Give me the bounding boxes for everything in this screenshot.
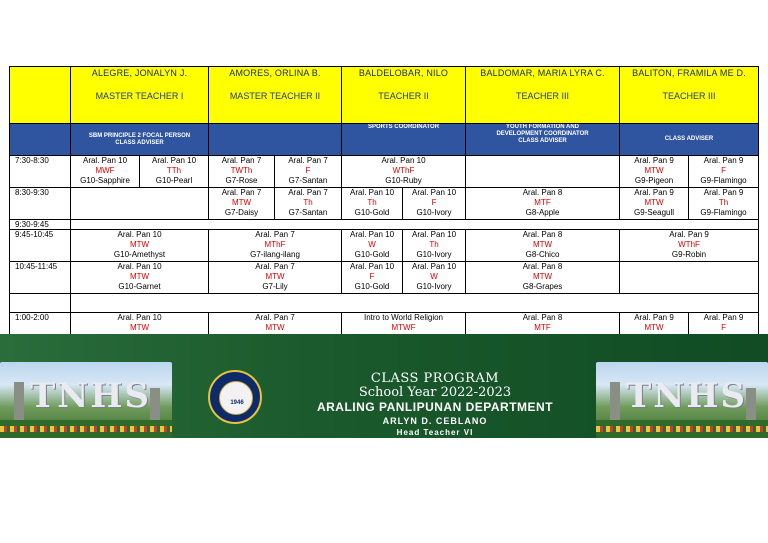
subject: Aral. Pan 10 (349, 230, 395, 239)
class-cell (275, 188, 342, 220)
class-cell (403, 262, 466, 294)
class-cell (140, 156, 209, 188)
section: G10-Ivory (416, 282, 452, 291)
school-initials: TNHS (626, 376, 748, 416)
class-cell (71, 156, 140, 188)
school-initials: TNHS (30, 376, 152, 416)
teacher-name: BALITON, FRAMILA ME D. (632, 68, 746, 78)
time-header-cell (10, 67, 71, 124)
teacher-name: AMORES, ORLINA B. (229, 68, 321, 78)
banner-school-year: School Year 2022-2023 (358, 385, 512, 400)
time-cell: 9:30-9:45 (10, 220, 71, 230)
teacher-role: SPORTS COORDINATOR (342, 124, 466, 156)
class-cell (403, 230, 466, 262)
lunch-cell (71, 294, 759, 313)
empty-cell (620, 262, 759, 294)
teacher-role: SBM PRINCIPLE 2 FOCAL PERSON CLASS ADVISER (71, 124, 209, 156)
section: G10-Ivory (416, 250, 452, 259)
teacher-header-row (10, 67, 759, 124)
schedule-row (10, 262, 759, 294)
section: G10-Amethyst (113, 250, 166, 259)
subject: Aral. Pan 10 (411, 230, 457, 239)
days: W (368, 240, 376, 249)
role-row (10, 124, 759, 156)
subject: Aral. Pan 10 (117, 262, 162, 271)
subject: Aral. Pan 8 (522, 262, 563, 271)
days: MTW (265, 323, 285, 332)
schedule-row (10, 230, 759, 262)
teacher-header-2 (209, 67, 342, 124)
days: MWF (95, 166, 115, 175)
teacher-position: TEACHER III (516, 91, 570, 101)
days: WThF (678, 240, 700, 249)
flowers (596, 426, 768, 432)
section: G9-Flamingo (700, 208, 747, 217)
subject: Aral. Pan 8 (522, 188, 563, 197)
schedule-row (10, 188, 759, 220)
class-cell (620, 156, 689, 188)
section: G7-Santan (288, 208, 328, 217)
class-cell (620, 230, 759, 262)
section: G8-Chico (525, 250, 560, 259)
days: TTh (166, 166, 182, 175)
schedule-row (10, 156, 759, 188)
subject: Aral. Pan 9 (634, 188, 674, 197)
time-cell: 8:30-9:30 (10, 188, 71, 220)
seal-center (219, 381, 253, 415)
class-cell (342, 156, 466, 188)
subject: Aral. Pan 10 (411, 188, 457, 197)
subject: Aral. Pan 7 (255, 313, 295, 322)
section: G7-ilang-ilang (250, 250, 300, 259)
time-cell: 10:45-11:45 (10, 262, 71, 294)
days: MTW (265, 272, 285, 281)
subject: Aral. Pan 10 (151, 156, 197, 165)
section: G7-Rose (225, 176, 258, 185)
class-cell (209, 230, 342, 262)
class-cell (342, 188, 403, 220)
section: G8-Grapes (522, 282, 563, 291)
head-teacher-name: ARLYN D. CEBLANO (382, 416, 488, 426)
days: F (369, 272, 375, 281)
school-photo-left (0, 362, 172, 438)
days: MTWF (391, 323, 416, 332)
days: MTW (532, 272, 553, 281)
teacher-header-4 (466, 67, 620, 124)
class-cell (209, 262, 342, 294)
subject: Aral. Pan 10 (381, 156, 426, 165)
subject: Aral. Pan 10 (349, 262, 395, 271)
section: G10-Ruby (385, 176, 422, 185)
break-cell (71, 220, 759, 230)
class-cell (71, 230, 209, 262)
head-teacher-role: Head Teacher VI (396, 428, 474, 437)
section: G10-Gold (354, 250, 390, 259)
days: MTW (644, 198, 664, 207)
subject: Aral. Pan 7 (221, 156, 262, 165)
section: G7-Santan (288, 176, 328, 185)
section: G9-Pigeon (634, 176, 674, 185)
class-cell (466, 188, 620, 220)
teacher-header-3 (342, 67, 466, 124)
teacher-position: TEACHER III (662, 91, 716, 101)
section: G7-Daisy (224, 208, 259, 217)
section: G8-Apple (525, 208, 560, 217)
teacher-position: MASTER TEACHER II (229, 91, 321, 101)
time-cell: 7:30-8:30 (10, 156, 71, 188)
section: G10-Gold (354, 282, 390, 291)
days: F (721, 166, 726, 175)
class-cell (403, 188, 466, 220)
teacher-position: TEACHER II (378, 91, 429, 101)
school-seal-icon (208, 370, 262, 424)
subject: Aral. Pan 9 (634, 156, 674, 165)
teacher-role: CLASS ADVISER (620, 124, 759, 156)
teacher-header-1 (71, 67, 209, 124)
class-cell (209, 188, 275, 220)
subject: Aral. Pan 10 (117, 230, 162, 239)
days: Th (429, 240, 439, 249)
subject: Aral. Pan 9 (634, 313, 674, 322)
teacher-name: BALDELOBAR, NILO (358, 68, 449, 78)
section: G10-Gold (354, 208, 390, 217)
subject: Aral. Pan 10 (349, 188, 395, 197)
class-cell (466, 262, 620, 294)
days: Th (303, 198, 313, 207)
section: G10-Pearl (155, 176, 193, 185)
days: MTF (534, 323, 551, 332)
days: F (305, 166, 311, 175)
lunch-row (10, 294, 759, 313)
empty-cell (71, 188, 209, 220)
days: MTW (532, 240, 553, 249)
subject: Aral. Pan 7 (255, 262, 295, 271)
time-cell: 1:00-2:00 (10, 313, 71, 345)
days: WThF (392, 166, 415, 175)
days: Th (718, 198, 729, 207)
days: F (721, 323, 726, 332)
section: G9-Seagull (634, 208, 675, 217)
class-cell (466, 230, 620, 262)
days: MTW (129, 272, 150, 281)
flowers (0, 426, 172, 432)
teacher-role: YOUTH FORMATION AND DEVELOPMENT COORDINATOR CLASS ADVISER (466, 124, 620, 156)
days: MTW (644, 323, 664, 332)
days: W (430, 272, 438, 281)
subject: Aral. Pan 10 (411, 262, 457, 271)
subject: Aral. Pan 7 (288, 188, 328, 197)
teacher-header-5 (620, 67, 759, 124)
subject: Aral. Pan 7 (255, 230, 295, 239)
class-cell (342, 262, 403, 294)
subject: Aral. Pan 10 (82, 156, 128, 165)
class-cell (71, 262, 209, 294)
days: MTW (129, 323, 150, 332)
subject: Aral. Pan 7 (288, 156, 328, 165)
section: G10-Sapphire (80, 176, 130, 185)
class-cell (275, 156, 342, 188)
days: MThF (264, 240, 286, 249)
class-cell (689, 156, 759, 188)
subject: Intro to World Religion (364, 313, 443, 322)
time-cell: 9:45-10:45 (10, 230, 71, 262)
class-cell (620, 188, 689, 220)
section: G9-Robin (671, 250, 707, 259)
days: TWTh (230, 166, 253, 175)
section: G10-Ivory (416, 208, 452, 217)
banner-department: ARALING PANLIPUNAN DEPARTMENT (316, 400, 554, 414)
subject: Aral. Pan 9 (669, 230, 709, 239)
teacher-role (209, 124, 342, 156)
empty-cell (466, 156, 620, 188)
subject: Aral. Pan 8 (522, 313, 563, 322)
class-cell (689, 188, 759, 220)
subject: Aral. Pan 7 (221, 188, 262, 197)
class-cell (342, 230, 403, 262)
break-row (10, 220, 759, 230)
class-cell (209, 156, 275, 188)
teacher-name: ALEGRE, JONALYN J. (91, 68, 188, 78)
days: Th (367, 198, 377, 207)
subject: Aral. Pan 9 (703, 156, 744, 165)
subject: Aral. Pan 9 (703, 313, 744, 322)
days: MTW (231, 198, 252, 207)
role-time-cell (10, 124, 71, 156)
days: MTW (644, 166, 664, 175)
subject: Aral. Pan 10 (117, 313, 162, 322)
subject: Aral. Pan 8 (522, 230, 563, 239)
section: G9-Flamingo (700, 176, 747, 185)
banner-title: CLASS PROGRAM (370, 371, 500, 386)
school-photo-right (596, 362, 768, 438)
time-cell (10, 294, 71, 313)
days: F (431, 198, 437, 207)
teacher-name: BALDOMAR, MARIA LYRA C. (480, 68, 605, 78)
days: MTW (129, 240, 150, 249)
section: G7-Lily (262, 282, 288, 291)
seal-year: 1946 (230, 400, 244, 406)
section: G10-Garnet (118, 282, 161, 291)
teacher-position: MASTER TEACHER I (95, 91, 184, 101)
subject: Aral. Pan 9 (703, 188, 744, 197)
days: MTF (534, 198, 551, 207)
